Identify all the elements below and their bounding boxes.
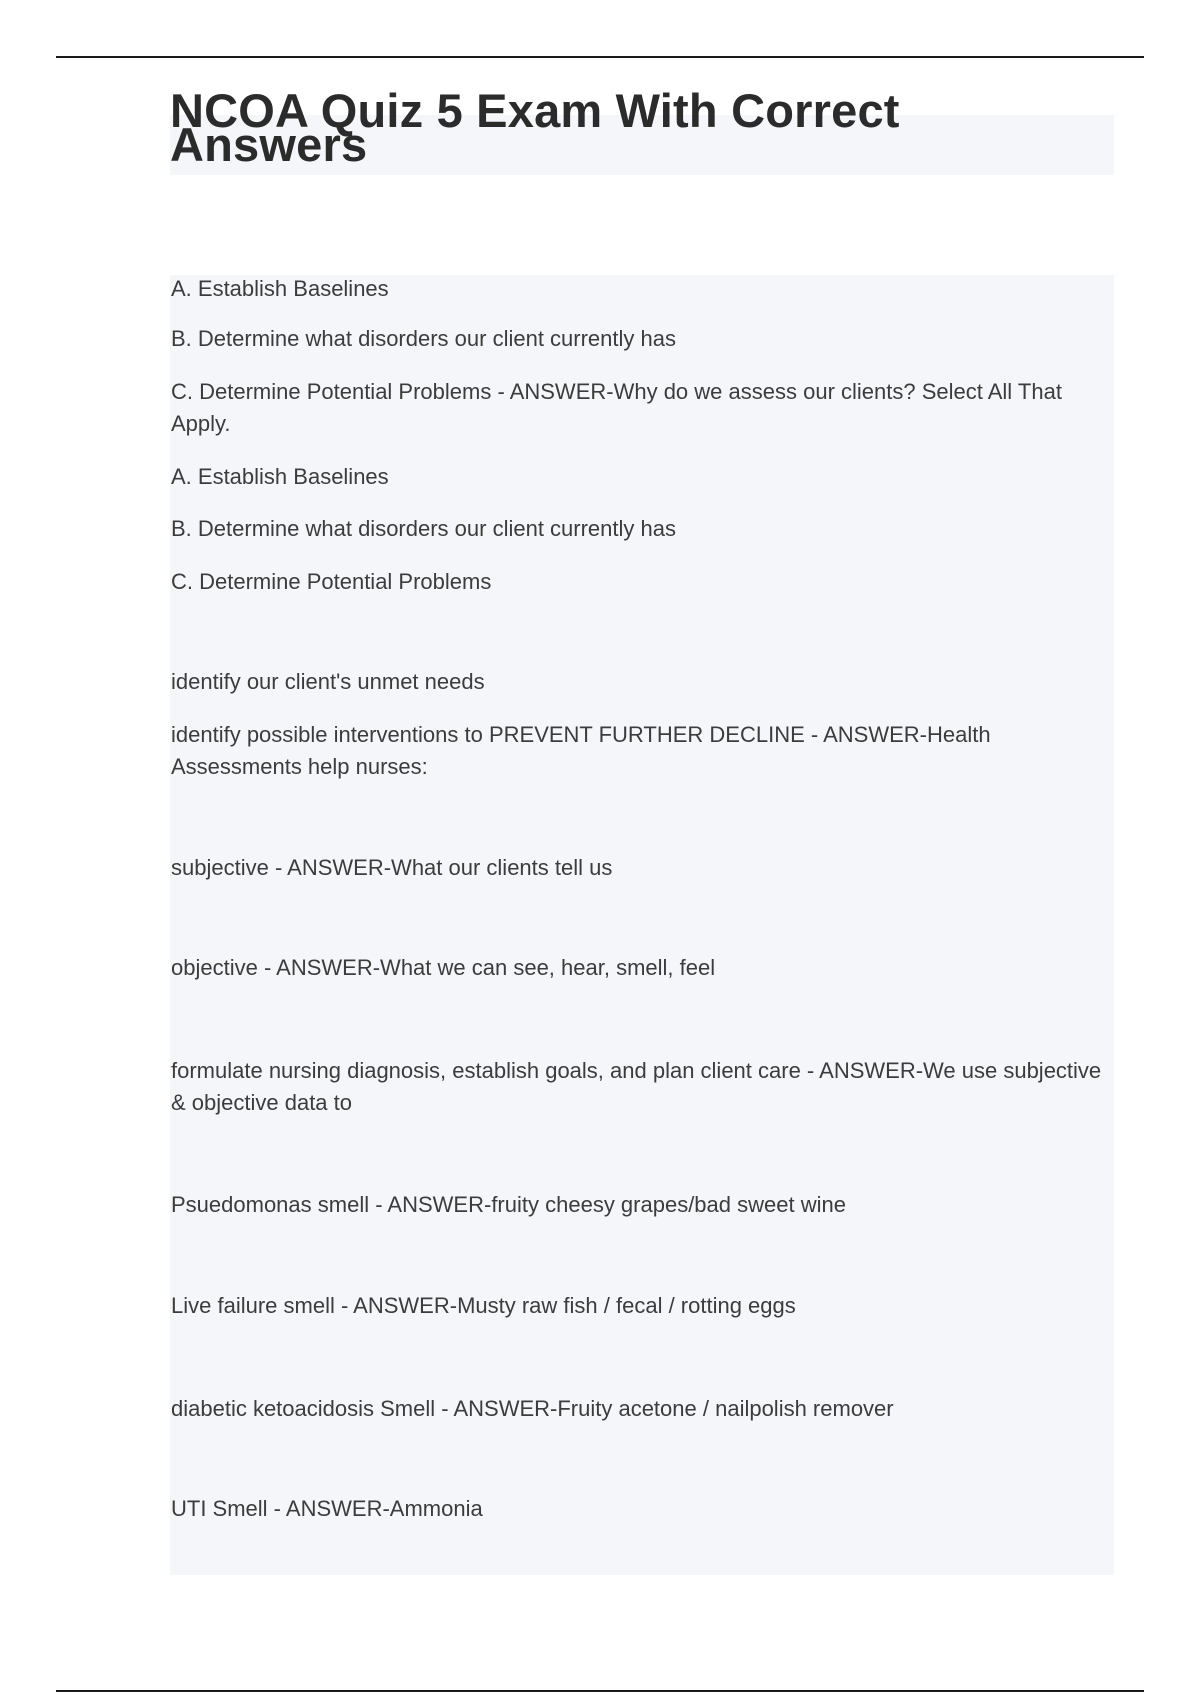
text-line: UTI Smell - ANSWER-Ammonia [171, 1496, 483, 1521]
text-line: C. Determine Potential Problems [171, 569, 492, 594]
text-line: Psuedomonas smell - ANSWER-fruity cheesy grapes/bad sweet wine [171, 1192, 846, 1217]
header-rule [56, 56, 1144, 58]
footer-rule [56, 1690, 1144, 1692]
text-line: identify our client's unmet needs [171, 669, 485, 694]
text-line: B. Determine what disorders our client currently has [171, 516, 676, 541]
text-line: C. Determine Potential Problems - ANSWER-Why do we assess our clients? Select All That Apply. [171, 379, 1067, 436]
text-line: formulate nursing diagnosis, establish goals, and plan client care - ANSWER-We use subjective & objective data to [171, 1058, 1108, 1115]
text-line: B. Determine what disorders our client currently has [171, 326, 676, 351]
text-line: A. Establish Baselines [171, 464, 389, 489]
text-line: subjective - ANSWER-What our clients tell us [171, 855, 613, 880]
document-title: NCOA Quiz 5 Exam With Correct Answers [170, 84, 900, 171]
text-line: objective - ANSWER-What we can see, hear, smell, feel [171, 955, 716, 980]
text-line: diabetic ketoacidosis Smell - ANSWER-Fruity acetone / nailpolish remover [171, 1396, 894, 1421]
text-line: A. Establish Baselines [171, 276, 389, 301]
text-line: identify possible interventions to PREVENT FURTHER DECLINE - ANSWER-Health Assessments help nurses: [171, 722, 996, 779]
text-line: Live failure smell - ANSWER-Musty raw fish / fecal / rotting eggs [171, 1293, 796, 1318]
